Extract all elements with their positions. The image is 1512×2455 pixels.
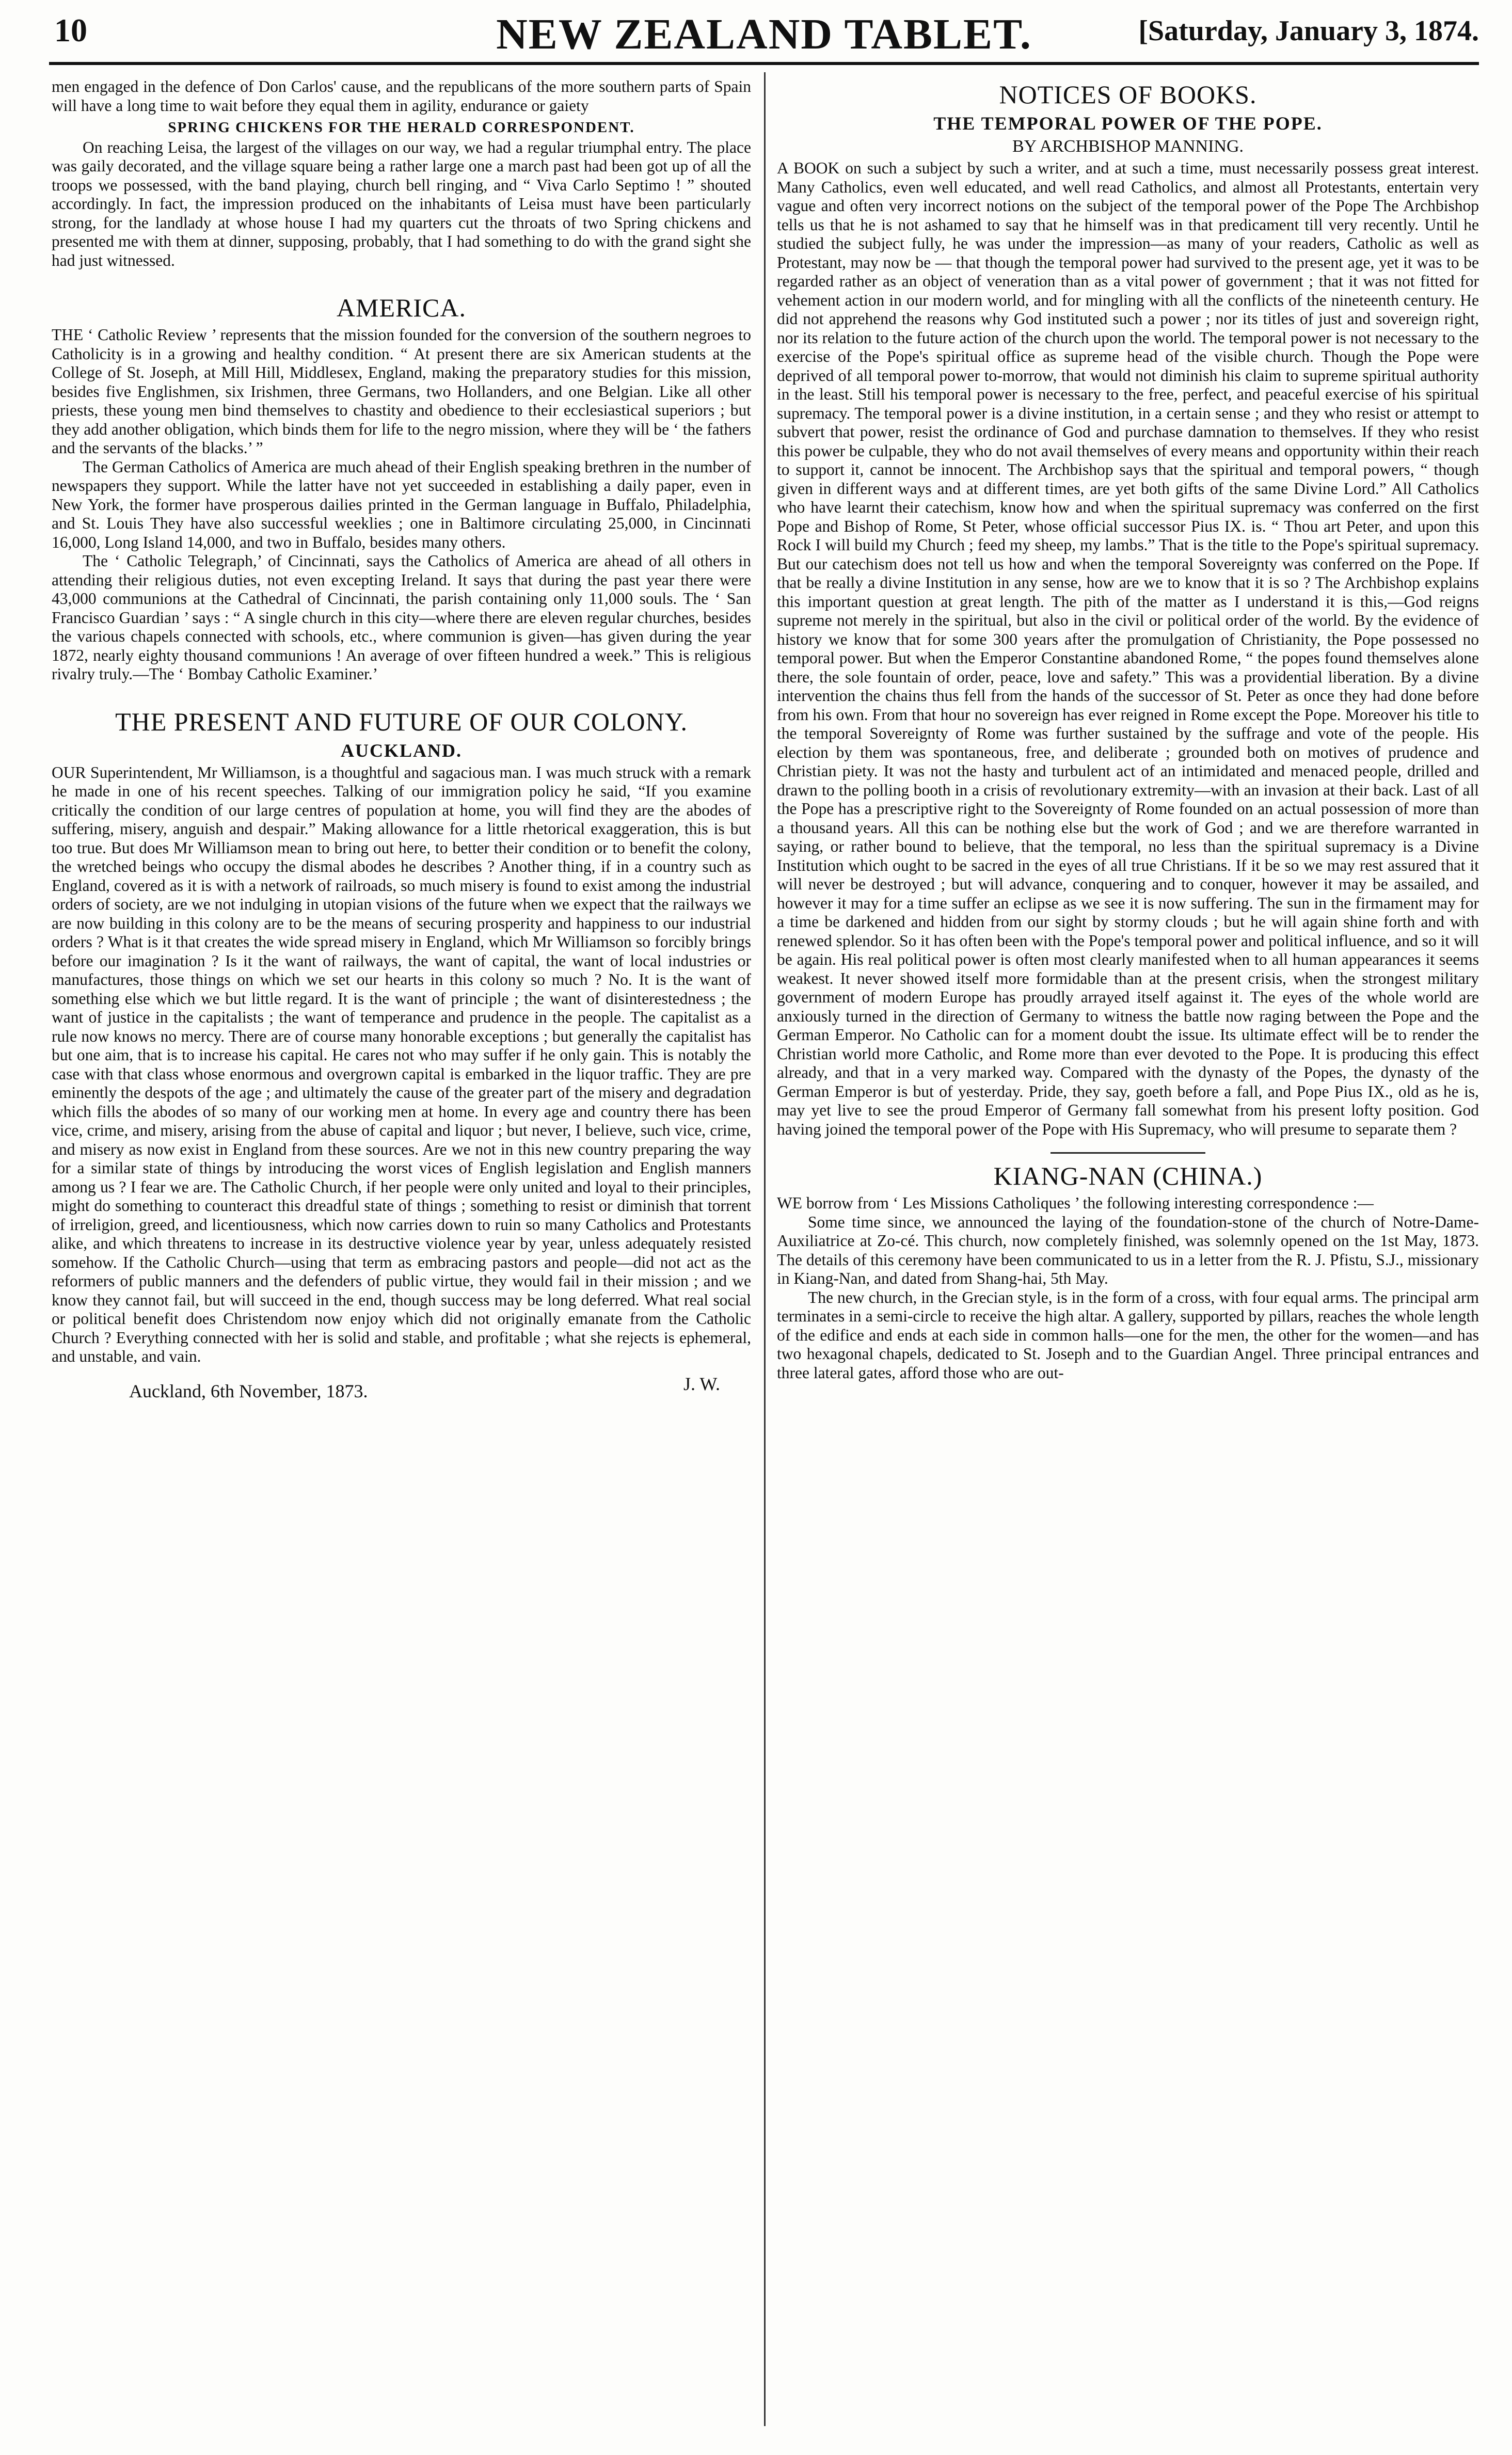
spring-chickens-heading: SPRING CHICKENS FOR THE HERALD CORRESPONDENT. — [168, 119, 635, 136]
carlist-article-tail: men engaged in the defence of Don Carlos' cause, and the republicans of the more southern parts of Spain will have a long time to wait before they equal them in agility, endurance or gaiety — [52, 77, 751, 115]
column-divider — [764, 72, 766, 2426]
masthead — [49, 9, 1479, 61]
colony-subheading: AUCKLAND. — [340, 740, 462, 761]
masthead-rule — [49, 62, 1479, 65]
america-paragraph-2: The German Catholics of America are much ahead of their English speaking brethren in the number of newspapers they support. While the latter have not yet succeeded in establishing a daily paper, even in New York, the former have prosperous dailies printed in the German language in Buffalo, Philadelphia, and St. Louis They have also successful weeklies ; one in Baltimore circulating 25,000, in Cincinnati 16,000, Long Island 14,000, and two in Buffalo, besides many others. — [52, 457, 751, 551]
colony-author-initials: J. W. — [683, 1373, 720, 1394]
kiang-nan-paragraph-3: The new church, in the Grecian style, is in the form of a cross, with four equal arms. The principal arm terminates in a semi-circle to receive the high altar. A gallery, supported by pillars, reaches the whole length of the edifice and ends at each side in common halls—one for the men, the other for the women—and has two hexagonal chapels, dedicated to St. Joseph and to the Guardian Angel. Three principal entrances and three lateral gates, afford those who are out- — [777, 1288, 1479, 1382]
colony-paragraph: OUR Superintendent, Mr Williamson, is a thoughtful and sagacious man. I was much struck with a remark he made in one of his recent speeches. Talking of our immigration policy he said, “If you examine critically the condition of our large centres of population at home, you will find they are the abodes of suffering, misery, anguish and despair.” Making allowance for a little rhetorical exaggeration, this is but too true. But does Mr Williamson mean to bring out here, to better their condition or to benefit the colony, the wretched beings who occupy the dismal abodes he describes ? Another thing, if in a country such as England, covered as it is with a network of railroads, so much misery is found to exist among the industrial orders of society, are we not indulging in utopian visions of the future when we expect that the railways we are now building in this colony are to be the means of securing prosperity and happiness to our industrial orders ? What is it that creates the wide spread misery in England, which Mr Williamson so forcibly brings before our imagination ? Is it the want of railways, the want of capital, the want of local industries or manufactures, those things on which we set our hearts in this colony so much ? No. It is the want of something else which we but little regard. It is the want of principle ; the want of disinterestedness ; the want of justice in the capitalists ; the want of temperance and prudence in the people. The capitalist as a rule now knows no mercy. There are of course many honorable exceptions ; but generally the capitalist has but one aim, that is to increase his capital. He cares not who may suffer if he only gain. This is notably the case with that class whose enormous and overgrown capital is embarked in the liquor traffic. They are pre eminently the despots of the age ; and ultimately the cause of the greater part of the misery and degradation which fills the abodes of so many of our working men at home. In every age and country there has been vice, crime, and misery, arising from the abuse of capital and liquor ; but never, I believe, such vice, crime, and misery as now exist in England from these sources. Are we not in this new country preparing the way for a similar state of things by introducing the worst vices of English legislation and English manners among us ? I fear we are. The Catholic Church, if her people were only united and loyal to their principles, might do something to counteract this dreadful state of things ; something to resist or diminish that torrent of irreligion, greed, and licentiousness, which now carries down to ruin so many Catholics and Protestants alike, and which threatens to increase in its destructive violence year by year, unless adequately resisted somehow. If the Catholic Church—using that term as embracing pastors and people—did not act as the reformers of public manners and the defenders of public virtue, they would fail in their mission ; and we know they cannot fail, but will succeed in the end, though success may be long deferred. What real social or political benefit does Christendom now enjoy which did not originally emanate from the Catholic Church ? Everything connected with her is solid and stable, and profitable ; what she rejects is ephemeral, and unstable, and vain. — [52, 763, 751, 1365]
right-column — [777, 77, 1479, 1382]
america-paragraph-1: THE ‘ Catholic Review ’ represents that the mission founded for the conversion of the southern negroes to Catholicity is in a growing and healthy condition. “ At present there are six American students at the College of St. Joseph, at Mill Hill, Middlesex, England, making the preparatory studies for this mission, besides five Englishmen, six Irishmen, three Germans, two Hollanders, and one Belgian. Like all other priests, these young men bind themselves to chastity and obedience to their ecclesiastical superiors ; but they add another obligation, which binds them for life to the negro mission, where they will be ‘ the fathers and the servants of the blacks.’ ” — [52, 326, 751, 457]
issue-date: [Saturday, January 3, 1874. — [1138, 15, 1479, 47]
america-heading: AMERICA. — [336, 293, 467, 322]
page-number: 10 — [54, 12, 87, 49]
kiang-nan-paragraph-2: Some time since, we announced the laying of the foundation-stone of the church of Notre-Dame-Auxiliatrice at Zo-cé. This church, now completely finished, was solemnly opened on the 1st May, 1873. The details of this ceremony have been communicated to us in a letter from the R. J. Pfistu, S.J., missionary in Kiang-Nan, and dated from Shang-hai, 5th May. — [777, 1213, 1479, 1287]
america-paragraph-3: The ‘ Catholic Telegraph,’ of Cincinnati, says the Catholics of America are ahead of all others in attending their religious duties, not even excepting Ireland. It says that during the past year there were 43,000 communions at the Cathedral of Cincinnati, the parish containing only 11,000 souls. The ‘ San Francisco Guardian ’ says : “ A single church in this city—where there are eleven regular churches, besides the various chapels connected with schools, etc., where communion is given—has given during the year 1872, nearly eighty thousand communions ! An average of over fifteen hundred a week.” This is religious rivalry truly.—The ‘ Bombay Catholic Examiner.’ — [52, 552, 751, 683]
notices-heading: NOTICES OF BOOKS. — [999, 80, 1257, 109]
kiang-nan-paragraph-1: WE borrow from ‘ Les Missions Catholiques ’ the following interesting correspondence :— — [777, 1194, 1374, 1212]
colony-place-date: Auckland, 6th November, 1873. — [129, 1380, 368, 1401]
colony-heading: THE PRESENT AND FUTURE OF OUR COLONY. — [115, 707, 688, 736]
notices-text: A BOOK on such a subject by such a writer, and at such a time, must necessarily possess great interest. Many Catholics, even well educated, and well read Catholics, and almost all Protestants, entertain very vague and often very incorrect notions on the subject of the temporal power of the Pope The Archbishop tells us that he is not ashamed to say that he himself was in that predicament till very recently. Until he studied the subject fully, he was under the impression—as many of your readers, Catholic as well as Protestant, may now be — that though the temporal power had survived to the present age, yet it was to be regarded rather as an object of veneration than as a vital power of government ; that it was not fitted for vehement action in our modern world, and for mingling with all the conflicts of the nineteenth century. He did not apprehend the reasons why God instituted such a power ; nor its titles of just and sovereign right, nor its relation to the future action of the church upon the world. The temporal power is not necessary to the exercise of the Pope's spiritual office as supreme head of the visible church. Though the Pope were deprived of all temporal power to-morrow, that would not diminish his claim to supreme spiritual authority in the least. Still his temporal power is necessary to the free, perfect, and peaceful exercise of his spiritual supremacy. The temporal power is a divine institution, in a certain sense ; and they who resist or attempt to subvert that power, resist the ordinance of God and purchase damnation to themselves. If they who resist this power be culpable, they who do not avail themselves of every means and opportunity within their reach to support it, cannot be innocent. The Archbishop says that the spiritual and temporal powers, “ though given in different ways and at different times, are yet both gifts of the same Divine Lord.” All Catholics who have learnt their catechism, know how and when the spiritual supremacy was conferred on the first Pope and Bishop of Rome, St Peter, whose official successor Pius IX. is. “ Thou art Peter, and upon this Rock I will build my Church ; feed my sheep, my lambs.” That is the title to the Pope's spiritual supremacy. But our catechism does not tell us how and when the temporal Sovereignty was conferred on the Pope. If that be really a divine Institution in any sense, how are we to know that it is so ? The Archbishop explains this important question at great length. The pith of the matter as I understand it is this,—God reigns supreme not merely in the spiritual, but also in the civil or political order of the world. By the evidence of history we know that for some 300 years after the promulgation of Christianity, the Pope possessed no temporal power. But when the Emperor Constantine abandoned Rome, “ the popes found themselves alone there, the sole fountain of order, peace, love and safety.” This was a providential liberation. By a divine intervention the chains thus fell from the hands of the successor of St. Peter as once they had done before from his own. From that hour no sovereign has ever reigned in Rome except the Pope. Moreover his title to the temporal Sovereignty of Rome was further sustained by the suffrage and vote of the people. His election by them was spontaneous, free, and deliberate ; grounded both on motives of prudence and Christian piety. It was not the hasty and turbulent act of an intimidated and menaced people, drilled and drawn to the polling booth in a crisis of revolutionary extremity—with an invasion at their back. Last of all the Pope has a prescriptive right to the Sovereignty of Rome founded on an actual possession of more than a thousand years. All this can be nothing else but the work of God ; and we are therefore warranted in saying, or rather bound to believe, that the temporal, no less than the spiritual supremacy is a Divine Institution which ought to be sacred in the eyes of all true Christians. If it be so we may rest assured that it will never be destroyed ; but will advance, conquering and to conquer, however it may be assailed, and however it may for a time suffer an eclipse as we see it is now suffering. The sun in the firmament may for a time be darkened and hidden from our sight by stormy clouds ; but he will again shine forth and with renewed splendor. So it has often been with the Pope's temporal power and political influence, and so it will be again. His real political power is often most clearly manifested when to all human appearances it seems weakest. It never showed itself more formidable than at the present crisis, when the strongest military government of modern Europe has proudly arrayed itself against it. The eyes of the whole world are anxiously turned in the direction of Germany to witness the battle now raging between the Pope and the German Emperor. No Catholic can for a moment doubt the issue. Its ultimate effect will be to render the Christian world more Catholic, and Rome more than ever devoted to the Pope. It is producing this effect already, and that in a very marked way. Compared with the dynasty of the Popes, the dynasty of the German Emperor is but of yesterday. Pride, they say, goeth before a fall, and Pope Pius IX., old as he is, may yet live to see the proud Emperor of Germany fall somewhat from his present lofty position. God having joined the temporal power of the Pope with His Supremacy, who will presume to separate them ? — [777, 159, 1479, 1138]
spring-chickens-text: On reaching Leisa, the largest of the villages on our way, we had a regular triumphal entry. The place was gaily decorated, and the village square being a rather large one a march past had been got up of all the troops we possessed, with the band playing, church bell ringing, and “ Viva Carlo Septimo ! ” shouted accordingly. In fact, the impression produced on the inhabitants of Leisa must have been particularly strong, for the landlady at whose house I had my quarters cut the throats of two Spring chickens and presented me with them at dinner, supposing, probably, that I had something to do with the grand sight she had just witnessed. — [52, 138, 751, 269]
section-rule — [1051, 1152, 1205, 1154]
notices-subheading: THE TEMPORAL POWER OF THE POPE. — [933, 113, 1323, 134]
left-column — [52, 77, 751, 1406]
notices-byline: BY ARCHBISHOP MANNING. — [1012, 137, 1244, 156]
kiang-nan-heading: KIANG-NAN (CHINA.) — [993, 1161, 1263, 1190]
newspaper-title: NEW ZEALAND TABLET. — [496, 10, 1032, 58]
colony-signature — [52, 1375, 751, 1406]
